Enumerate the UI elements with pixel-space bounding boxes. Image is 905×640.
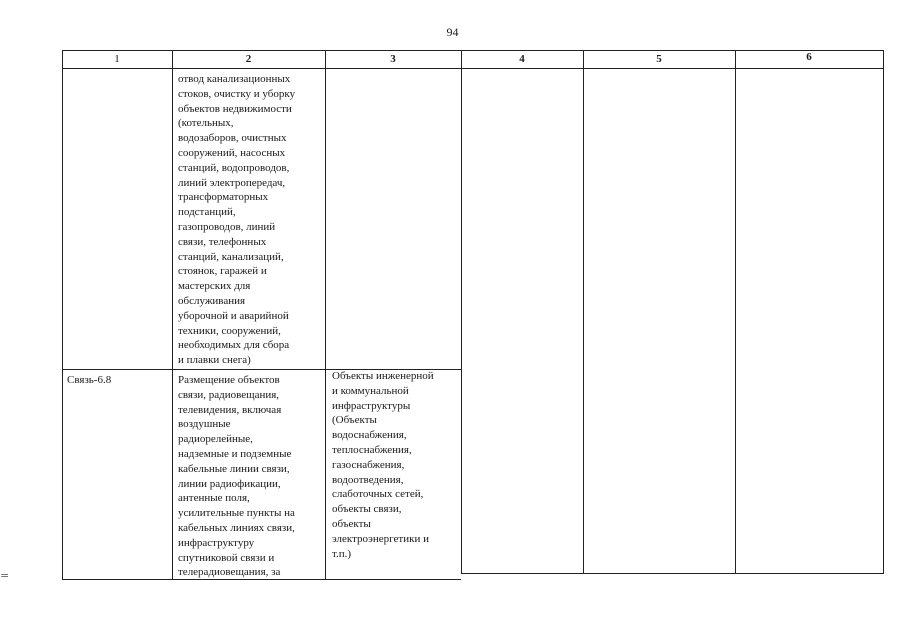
column-header-4: 4: [519, 53, 525, 65]
column-border-4: [583, 50, 584, 574]
column-border-6: [883, 50, 884, 574]
column-header-3: 3: [390, 53, 396, 65]
row-objects: Объекты инженерной и коммунальной инфраструктуры (Объекты водоснабжения, теплоснабжения, газоснабжения, водоотведения, слаботочных сетей, объекты связи, объекты электроэнергетики и т.п.): [332, 370, 434, 560]
header-bottom-border: [62, 68, 884, 69]
data-table: [62, 50, 884, 580]
column-border-0: [62, 50, 63, 580]
row-description: Размещение объектов связи, радиовещания, телевидения, включая воздушные радиорелейные, надземные и подземные кабельные линии связи, линии радиофикации, антенные поля, усилительные пункты на кабельных линиях связи, инфраструктуру спутниковой связи и телерадиовещания, за: [178, 374, 295, 579]
column-header-2: 2: [245, 53, 252, 65]
continued-row-description: отвод канализационных стоков, очистку и уборку объектов недвижимости (котельных, водозаборов, очистных сооружений, насосных станций, водопроводов, линий электропередач, трансформаторных подстанций, газопроводов, линий связи, телефонных станций, канализаций, стоянок, гаражей и мастерских для обслуживания уборочной и аварийной техники, сооружений, необходимых для сбора и плавки снега): [178, 73, 296, 367]
table-bottom-border-right: [461, 573, 884, 574]
column-header-1: 1: [114, 53, 120, 65]
row-code: Связь-6.8: [67, 374, 112, 386]
column-header-5: 5: [656, 53, 662, 65]
column-header-6: 6: [806, 51, 812, 63]
column-border-5: [735, 50, 736, 574]
column-border-1: [172, 50, 173, 580]
page-number: 94: [446, 25, 459, 39]
margin-mark: =: [0, 569, 10, 582]
column-border-3: [461, 50, 462, 574]
column-border-2: [325, 50, 326, 580]
